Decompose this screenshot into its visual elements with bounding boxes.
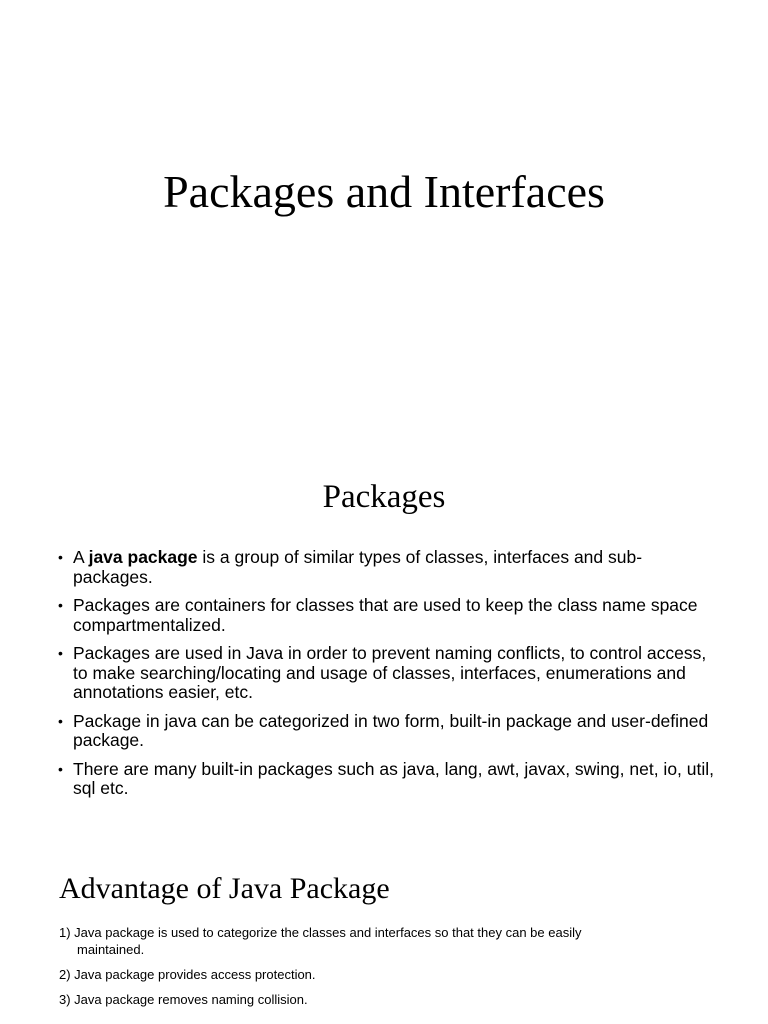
bullet-dot-icon: •: [58, 549, 63, 565]
bullet-dot-icon: •: [58, 760, 63, 777]
advantage-item: 3) Java package removes naming collision.: [59, 992, 308, 1007]
bullet-dot-icon: •: [58, 712, 63, 729]
bullet-item: • Packages are used in Java in order to prevent naming conflicts, to control access, to make searching/locating and usage of classes, interfaces, enumerations and annotations easier, etc.: [58, 643, 707, 702]
bullet-item: • Packages are containers for classes that are used to keep the class name space compartmentalized.: [58, 595, 698, 635]
bullet-dot-icon: •: [58, 645, 63, 661]
packages-bullet-list: [56, 548, 716, 808]
advantage-item: 1) Java package is used to categorize the classes and interfaces so that they can be easily maintained.: [59, 925, 582, 957]
advantage-item: 2) Java package provides access protection.: [59, 967, 316, 982]
bullet-item: • A java package is a group of similar types of classes, interfaces and sub-packages.: [58, 547, 643, 587]
section-title: Packages: [322, 479, 446, 515]
advantage-list: [59, 924, 699, 1016]
bullet-dot-icon: •: [58, 597, 63, 613]
bullet-item: • Package in java can be categorized in two form, built-in package and user-defined package.: [58, 710, 709, 750]
slide-title: Packages and Interfaces: [163, 166, 605, 217]
advantage-heading: Advantage of Java Package: [59, 872, 390, 905]
bullet-item: • There are many built-in packages such as java, lang, awt, javax, swing, net, io, util, sql etc.: [58, 758, 715, 798]
bold-term: java package: [88, 547, 198, 567]
